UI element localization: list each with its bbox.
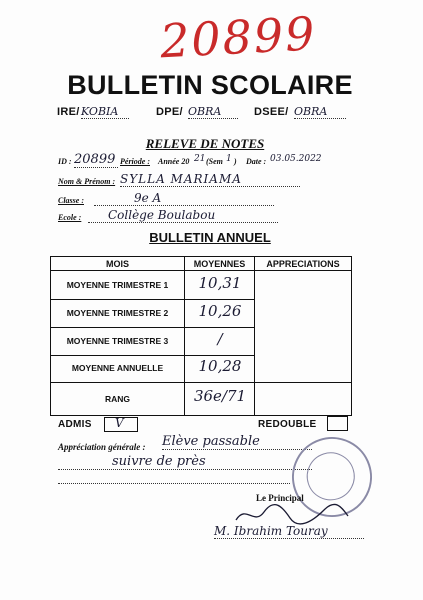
ecole-line <box>58 208 358 224</box>
appreciation-line-1: Elève passable <box>162 434 312 450</box>
sem-close: ) <box>234 157 237 166</box>
id-value: 20899 <box>74 152 118 168</box>
row-value-rang: 36e/71 <box>193 387 247 405</box>
dpe-value: OBRA <box>188 105 238 119</box>
id-period-line <box>58 152 358 168</box>
ire-label: IRE/ <box>57 106 80 118</box>
annee-label: Année 20 <box>158 157 190 166</box>
column-header-appreciations: APPRECIATIONS <box>266 259 340 269</box>
row-label-trimestre-3: MOYENNE TRIMESTRE 3 <box>66 336 169 346</box>
blank-dotted-line <box>58 482 290 484</box>
redouble-checkbox <box>327 416 348 431</box>
nom-label: Nom & Prénom : <box>58 177 116 186</box>
dsee-label: DSEE/ <box>254 106 289 118</box>
handwritten-student-number: 20899 <box>158 6 318 69</box>
ecole-label: Ecole : <box>58 213 82 222</box>
stamp-inner-ring <box>300 446 360 506</box>
row-divider <box>51 382 351 383</box>
row-divider <box>51 270 351 271</box>
column-divider <box>184 257 185 415</box>
column-header-moyennes: MOYENNES <box>193 259 246 269</box>
date-value: 03.05.2022 <box>270 154 322 164</box>
signatory-name: M. Ibrahim Touray <box>214 524 364 539</box>
row-divider <box>51 299 254 300</box>
row-label-trimestre-1: MOYENNE TRIMESTRE 1 <box>66 280 169 290</box>
ire-value: KOBIA <box>81 105 129 119</box>
dsee-value: OBRA <box>294 105 346 119</box>
signatory-role: Le Principal <box>256 493 304 503</box>
periode-label: Période : <box>120 157 150 166</box>
name-line <box>58 172 358 188</box>
sem-label: (Sem <box>206 157 223 166</box>
admis-label: ADMIS <box>58 419 92 430</box>
classe-label: Classe : <box>58 196 84 205</box>
classe-line <box>58 191 358 207</box>
row-label-moyenne-annuelle: MOYENNE ANNUELLE <box>71 363 164 373</box>
row-label-trimestre-2: MOYENNE TRIMESTRE 2 <box>66 308 169 318</box>
row-divider <box>51 327 254 328</box>
dpe-label: DPE/ <box>156 106 183 118</box>
admin-line <box>57 104 357 120</box>
row-value-trimestre-2: 10,26 <box>198 302 242 320</box>
row-label-rang: RANG <box>104 394 131 404</box>
annee-value: 21 <box>194 154 206 164</box>
admis-check-mark: V <box>115 416 124 430</box>
grades-table <box>50 256 352 416</box>
date-label: Date : <box>246 157 267 166</box>
column-header-mois: MOIS <box>105 259 129 269</box>
redouble-label: REDOUBLE <box>258 419 317 430</box>
releve-title: RELEVE DE NOTES <box>145 136 265 151</box>
annual-title: BULLETIN ANNUEL <box>149 230 271 245</box>
row-value-moyenne-annuelle: 10,28 <box>198 357 242 375</box>
appreciation-label: Appréciation générale : <box>58 442 146 452</box>
classe-value: 9e A <box>94 191 274 206</box>
nom-value: SYLLA MARIAMA <box>120 172 300 187</box>
id-label: ID : <box>58 157 72 166</box>
admis-checkbox <box>104 417 138 432</box>
row-divider <box>51 355 254 356</box>
row-value-trimestre-1: 10,31 <box>198 274 242 292</box>
column-divider <box>254 257 255 415</box>
row-value-trimestre-3: / <box>217 330 223 348</box>
ecole-value: Collège Boulabou <box>88 208 278 223</box>
sem-value: 1 <box>226 154 232 164</box>
appreciation-line-2: suivre de près <box>58 454 312 470</box>
document-title: BULLETIN SCOLAIRE <box>67 70 353 100</box>
